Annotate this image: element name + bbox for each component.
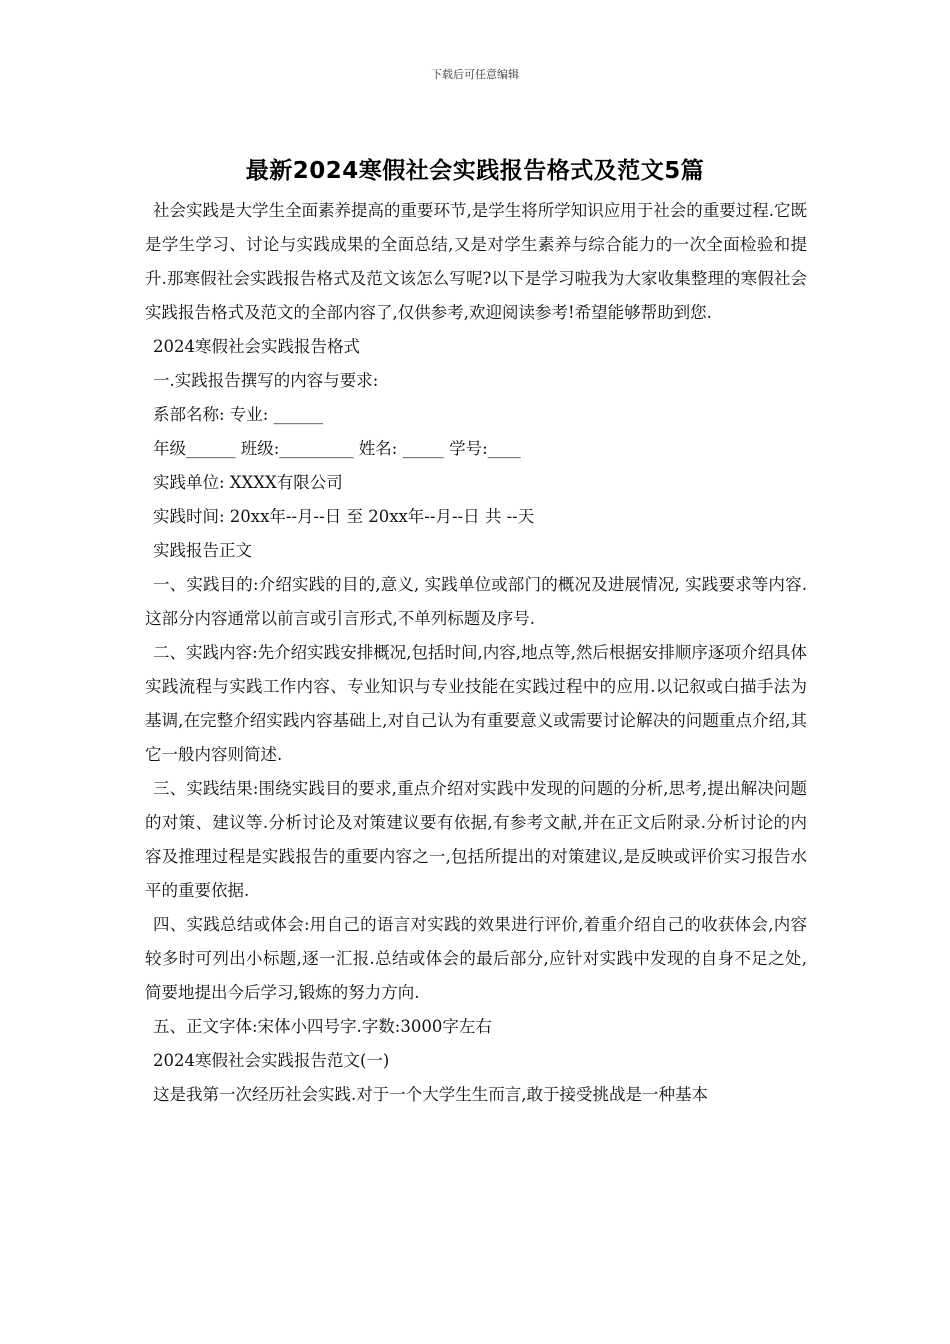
section-summary: 四、实践总结或体会:用自己的语言对实践的效果进行评价,着重介绍自己的收获体会,内容较多时可列出小标题,逐一汇报.总结或体会的最后部分,应针对实践中发现的自身不足之处,简要地提出今后学习,锻炼的努力方向. (145, 915, 807, 1002)
download-note: 下载后可任意编辑 (431, 68, 519, 81)
document-title: 最新2024寒假社会实践报告格式及范文5篇 (245, 158, 705, 184)
requirements-heading: 一.实践报告撰写的内容与要求: (153, 371, 379, 390)
field-grade-class-name-id: 年级______ 班级:_________ 姓名: _____ 学号:____ (153, 439, 521, 458)
document-body (145, 194, 807, 1112)
field-department: 系部名称: 专业: ______ (153, 405, 324, 424)
field-practice-unit: 实践单位: XXXX有限公司 (153, 473, 343, 492)
section-heading-format: 2024寒假社会实践报告格式 (153, 337, 360, 356)
section-results: 三、实践结果:围绕实践目的要求,重点介绍对实践中发现的问题的分析,思考,提出解决问题的对策、建议等.分析讨论及对策建议要有依据,有参考文献,并在正文后附录.分析讨论的内容及推理过程是实践报告的重要内容之一,包括所提出的对策建议,是反映或评价实习报告水平的重要依据. (145, 779, 807, 900)
section-purpose: 一、实践目的:介绍实践的目的,意义, 实践单位或部门的概况及进展情况, 实践要求等内容.这部分内容通常以前言或引言形式,不单列标题及序号. (145, 575, 807, 628)
section-content: 二、实践内容:先介绍实践安排概况,包括时间,内容,地点等,然后根据安排顺序逐项介绍具体实践流程与实践工作内容、专业知识与专业技能在实践过程中的应用.以记叙或白描手法为基调,在完整介绍实践内容基础上,对自己认为有重要意义或需要讨论解决的问题重点介绍,其它一般内容则简述. (145, 643, 807, 764)
section-font-requirement: 五、正文字体:宋体小四号字.字数:3000字左右 (153, 1017, 492, 1036)
field-practice-time: 实践时间: 20xx年--月--日 至 20xx年--月--日 共 --天 (153, 507, 535, 526)
intro-paragraph: 社会实践是大学生全面素养提高的重要环节,是学生将所学知识应用于社会的重要过程.它既是学生学习、讨论与实践成果的全面总结,又是对学生素养与综合能力的一次全面检验和提升.那寒假社会实践报告格式及范文该怎么写呢?以下是学习啦我为大家收集整理的寒假社会实践报告格式及范文的全部内容了,仅供参考,欢迎阅读参考!希望能够帮助到您. (145, 201, 807, 322)
report-body-heading: 实践报告正文 (153, 541, 252, 560)
sample-heading-1: 2024寒假社会实践报告范文(一) (153, 1051, 390, 1070)
sample-first-line: 这是我第一次经历社会实践.对于一个大学生生而言,敢于接受挑战是一种基本 (153, 1085, 708, 1104)
